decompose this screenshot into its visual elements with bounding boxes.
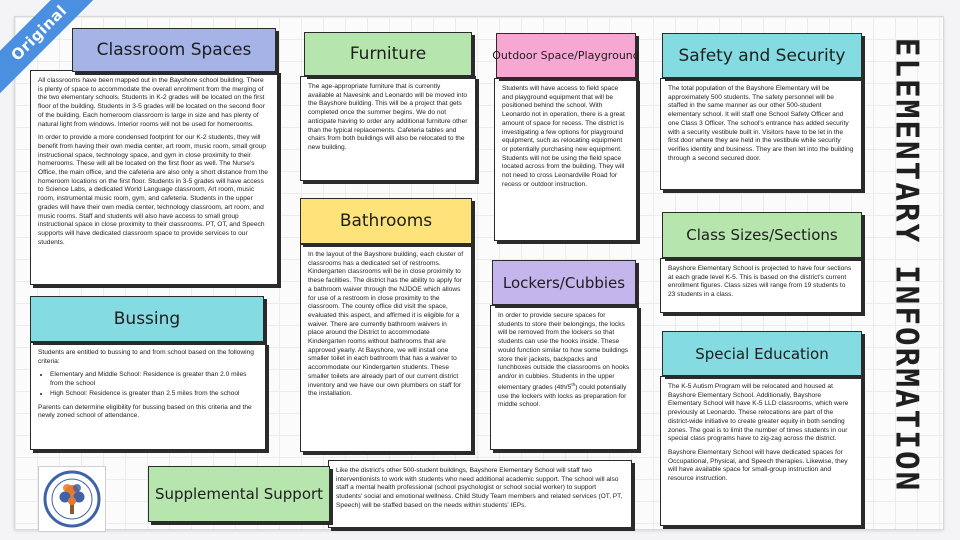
classroom-p1: All classrooms have been mapped out in the Bayshore school building. There is plenty of space to accommodate the overall enrollment from the merging of the two elementary schools. Students in K-2 grades will be located on the first floor of the building. Students in 3-5 grades will be located on the second floor of the building. Each homeroom classroom is large in size and has plenty of natural light from windows. Interior rooms will not be used for homerooms. — [38, 77, 265, 128]
class-sizes-p1: Bayshore Elementary School is projected to have four sections at each grade level K-5. This is based on the district's current enrollment figures. Class sizes will range from 19 students to 23 students in a class. — [668, 265, 852, 299]
school-logo-icon — [43, 470, 101, 528]
class-sizes-title: Class Sizes/Sections — [662, 212, 862, 258]
special-card — [660, 376, 862, 526]
furniture-card — [300, 76, 476, 181]
special-p2: Bayshore Elementary School will have dedicated spaces for Occupational, Physical, and Speech therapies. Likewise, they will have available space for small-group instruction and resource instruction. — [668, 448, 848, 483]
bussing-card — [30, 342, 266, 450]
bussing-list — [50, 371, 258, 398]
bussing-title: Bussing — [30, 296, 264, 342]
lockers-card — [490, 305, 638, 450]
bussing-bullet-1: • Elementary and Middle School: Residence is greater than 2.0 miles from the school — [50, 371, 258, 388]
bussing-bullet-2: • High School: Residence is greater than 2.5 miles from the school — [50, 390, 258, 399]
supplemental-p1: Like the district's other 500-student buildings, Bayshore Elementary School will staff two interventionists to work with students who need additional academic support. The school will also staff a mental health professional (school psychologist or school social worker) to support students' social and emotional wellness. Child Study Team members and related services (OT, PT, Speech) will be staffed based on the needs within students' IEPs. — [336, 467, 623, 509]
bathrooms-title: Bathrooms — [300, 198, 472, 244]
furniture-title: Furniture — [304, 32, 472, 76]
special-title: Special Education — [662, 331, 862, 376]
lockers-p1-sup: th — [571, 381, 576, 387]
original-ribbon: Original — [0, 0, 103, 97]
outdoor-card — [494, 78, 637, 241]
lockers-p1-a: In order to provide secure spaces for students to store their belongings, the locks will be removed from the lockers so that students can use the hooks inside. These would function similar to how some buildings store their jackets, backpacks and lunchboxes outside the classrooms on hooks and/or in cubbies. Students in the upper elementary grades (4th/5 — [498, 312, 630, 391]
lockers-p1 — [498, 312, 630, 410]
outdoor-p1: Students will have access to field space and playground equipment that will be positioned behind the school. With Leonardo not in operation, there is a great amount of space for recess. The district is investigating a few options for playground equipment, such as relocating equipment or potentially purchasing new equipment. Students will not be using the field space located across from the building. They will not need to cross Leonardville Road for recess or outdoor instruction. — [502, 85, 625, 188]
safety-title: Safety and Security — [662, 33, 862, 78]
supplemental-title: Supplemental Support — [148, 466, 330, 522]
outdoor-title: Outdoor Space/Playground — [496, 33, 636, 78]
bussing-p1: Students are entitled to bussing to and from school based on the following criteria: — [38, 349, 254, 365]
bathrooms-card — [300, 244, 472, 452]
elementary-information-title — [878, 37, 934, 493]
bathrooms-p1: In the layout of the Bayshore building, each cluster of classrooms has a dedicated set of restrooms. Kindergarten classrooms will be in close proximity to these facilities. The district has the ability to apply for a bathroom waiver through the NJDOE which allows for use of a restroom in close proximity to the classroom. The county office did visit the space, evaluated this aspect, and affirmed it is eligible for a waiver. There are currently bathroom waivers in place around the District to accommodate Kindergarten rooms without bathrooms that are approved yearly. At Bayshore, we will install one smaller toilet in each bathroom that has a waiver to accommodate our Kindergarten students. These smaller toilets are already part of our current district inventory and we have our own plumbers on staff for the installation. — [308, 251, 464, 398]
safety-card — [660, 78, 862, 190]
special-p1: The K-5 Autism Program will be relocated and housed at Bayshore Elementary School. Additionally, Bayshore Elementary School will have K-5 LLD classrooms, which were previously at Leonardo. These relocations are part of the district-wide initiative to create greater equity in both sending zones. The goal is to limit the number of times students in our special class programs have to zig-zag across the district. — [668, 383, 849, 443]
bussing-p2: Parents can determine eligibility for bussing based on this criteria and the newly zoned school of attendance. — [38, 403, 252, 420]
lockers-p1-b: ) could potentially use the lockers with locks as preparation for middle school. — [498, 383, 627, 409]
classroom-title: Classroom Spaces — [72, 28, 276, 72]
safety-p1: The total population of the Bayshore Elementary will be approximately 500 students. The safety personnel will be staffed in the same manner as our other 500-student elementary school. It will staff one School Safety Officer and one Class 3 Officer. The school's entrance has added security with a security vestibule built in. Visitors have to be let in the first door where they are held in the vestibule while security verifies identity and business. They are then let into the building through a second secured door. — [668, 85, 854, 162]
furniture-p1: The age-appropriate furniture that is currently available at Navesink and Leonardo will be moved into the Bayshore building. This will be a project that gets completed once the summer begins. We do not anticipate having to order any additional furniture other than the typical replacements. Cafeteria tables and chairs from both buildings will also be relocated to the new building. — [308, 83, 468, 151]
lockers-title: Lockers/Cubbies — [492, 260, 636, 305]
school-logo — [38, 466, 106, 532]
classroom-p2: In order to provide a more condensed footprint for our K-2 students, they will benefit from having their own media center, art room, music room, small group instructional space, technology space, and gym in close proximity to their homerooms. These will all be located on the first floor as well. The Nurse's Office, the main office, and the cafeteria are also only a short distance from the homeroom locations on the first floor. Students in 3-5 grades will have access to Science Labs, a dedicated World Language classroom, Art room, music room, instrumental music room, gym, and cafeteria. Students in the upper grades will have their own media center, technology classroom, art room, and music rooms. Staff and students will also have access to small group instructional space in close proximity to their classrooms. PT, OT, and Speech supports will have dedicated classroom space to provide services to our students. — [38, 134, 268, 246]
original-ribbon-clip — [0, 0, 120, 120]
supplemental-card — [328, 460, 632, 528]
elementary-information-text: ELEMENTARY INFORMATION — [888, 37, 925, 493]
class-sizes-card — [660, 258, 862, 313]
